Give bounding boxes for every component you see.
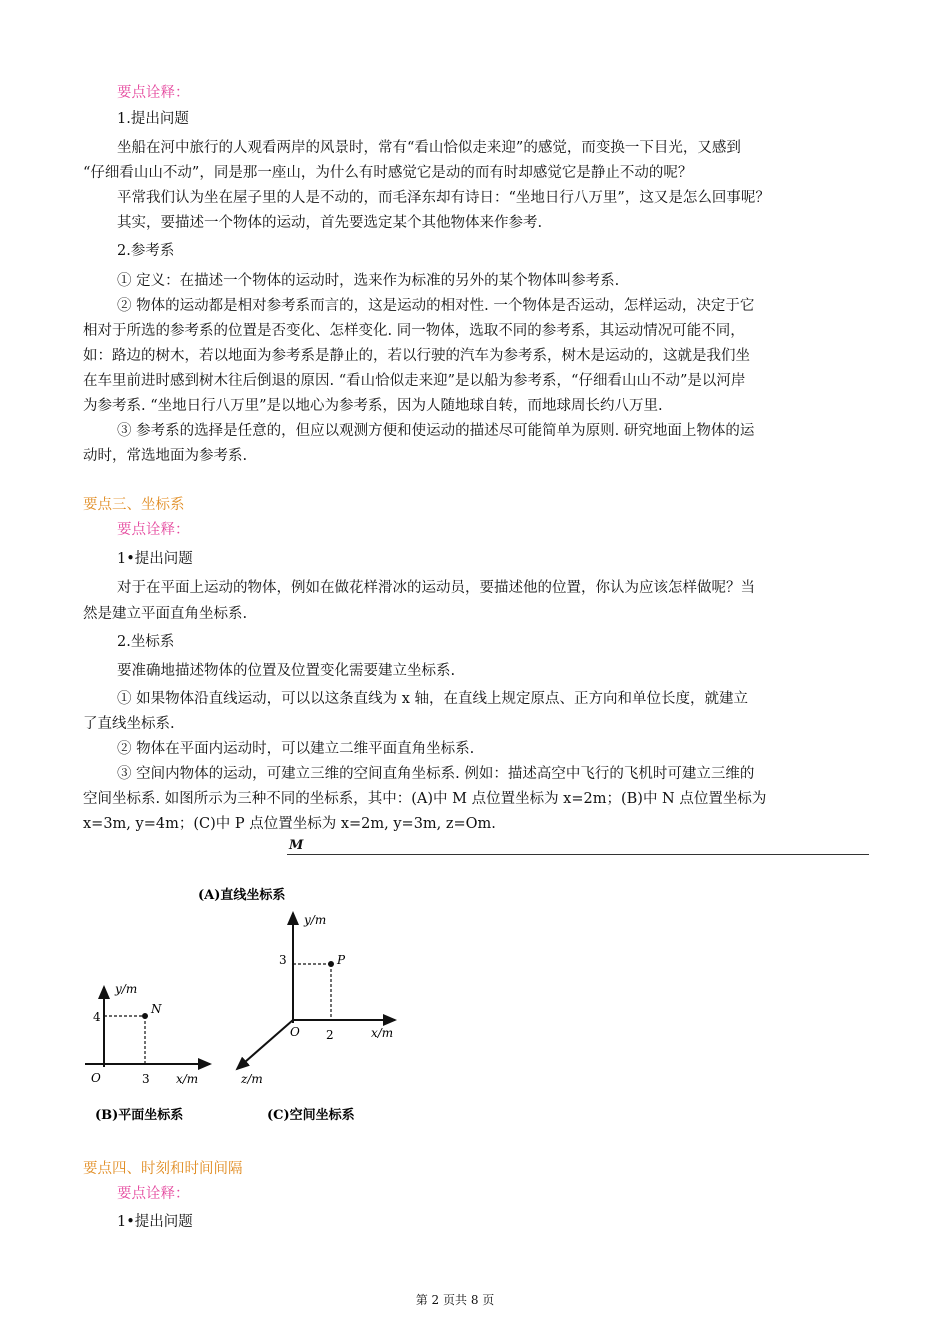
paragraph-line: ① 定义：在描述一个物体的运动时，选来作为标准的另外的某个物体叫参考系. xyxy=(117,273,620,289)
section-note-heading: 要点诠释： xyxy=(117,1186,190,1202)
subheading-raise-question: 1.提出问题 xyxy=(117,111,189,127)
c-origin: O xyxy=(290,1025,300,1039)
b-point-n xyxy=(142,1013,148,1019)
page-number: 第 2 页共 8 页 xyxy=(415,1293,495,1307)
plane-coordinate-system xyxy=(85,982,210,1123)
paragraph-line: 相对于所选的参考系的位置是否变化、怎样变化. 同一物体，选取不同的参考系，其运动情况可能不同， xyxy=(83,323,745,339)
coordinate-figure xyxy=(75,875,435,1135)
subheading-coordinate-system: 2.坐标系 xyxy=(117,634,175,650)
c-z-axis xyxy=(237,1020,293,1069)
caption-a: (A)直线坐标系 xyxy=(198,888,286,903)
c-x-label: x/m xyxy=(371,1026,394,1040)
c-z-label: z/m xyxy=(241,1072,263,1086)
paragraph-line: ② 物体在平面内运动时，可以建立二维平面直角坐标系. xyxy=(117,741,475,757)
paragraph-line: 空间坐标系. 如图所示为三种不同的坐标系，其中：(A)中 M 点位置坐标为 x=2m；(B)中 N 点位置坐标为 xyxy=(83,791,767,807)
paragraph-line: x=3m, y=4m；(C)中 P 点位置坐标为 x=2m, y=3m, z=Om. xyxy=(83,816,496,832)
paragraph-line: 动时，常选地面为参考系. xyxy=(83,448,248,464)
c-tick-y: 3 xyxy=(279,953,287,967)
c-point-label: P xyxy=(337,953,346,967)
subheading-reference-frame: 2.参考系 xyxy=(117,243,175,259)
c-tick-x: 2 xyxy=(326,1028,334,1042)
subheading-raise-question: 1•提出问题 xyxy=(117,1214,193,1230)
caption-c: (C)空间坐标系 xyxy=(267,1108,355,1123)
b-point-label: N xyxy=(151,1002,162,1016)
section-title-coordinate-system: 要点三、坐标系 xyxy=(83,497,185,513)
paragraph-line: ① 如果物体沿直线运动，可以以这条直线为 x 轴，在直线上规定原点、正方向和单位长度，就建立 xyxy=(117,691,749,707)
subheading-raise-question: 1•提出问题 xyxy=(117,551,193,567)
b-y-label: y/m xyxy=(115,982,138,996)
b-tick-y: 4 xyxy=(93,1010,101,1024)
paragraph-line: 然是建立平面直角坐标系. xyxy=(83,606,248,622)
paragraph-line: 要准确地描述物体的位置及位置变化需要建立坐标系. xyxy=(117,663,456,679)
section-note-heading: 要点诠释： xyxy=(117,85,190,101)
paragraph-line: 在车里前进时感到树木往后倒退的原因. “看山恰似走来迎”是以船为参考系，“仔细看山山不动”是以河岸 xyxy=(83,373,746,389)
paragraph-line: ② 物体的运动都是相对参考系而言的，这是运动的相对性. 一个物体是否运动，怎样运动，决定于它 xyxy=(117,298,755,314)
paragraph-line: “仔细看山山不动”，同是那一座山，为什么有时感觉它是动的而有时却感觉它是静止不动的呢？ xyxy=(83,165,693,181)
b-origin: O xyxy=(91,1071,101,1085)
paragraph-line: 了直线坐标系. xyxy=(83,716,175,732)
paragraph-line: 其实，要描述一个物体的运动，首先要选定某个其他物体来作参考. xyxy=(117,215,543,231)
paragraph-line: ③ 空间内物体的运动，可建立三维的空间直角坐标系. 例如：描述高空中飞行的飞机时可建立三维的 xyxy=(117,766,755,782)
b-tick-x: 3 xyxy=(142,1072,150,1086)
paragraph-line: 为参考系. “坐地日行八万里”是以地心为参考系，因为人随地球自转，而地球周长约八万里. xyxy=(83,398,663,414)
paragraph-line: 坐船在河中旅行的人观看两岸的风景时，常有“看山恰似走来迎”的感觉，而变换一下目光，又感到 xyxy=(117,140,741,156)
figure-m-label: M xyxy=(289,838,304,853)
b-x-label: x/m xyxy=(176,1072,199,1086)
c-y-label: y/m xyxy=(304,913,327,927)
section-title-time: 要点四、时刻和时间间隔 xyxy=(83,1161,243,1177)
figure-line-a xyxy=(287,854,869,855)
paragraph-line: ③ 参考系的选择是任意的，但应以观测方便和使运动的描述尽可能简单为原则. 研究地面上物体的运 xyxy=(117,423,755,439)
space-coordinate-system xyxy=(237,913,395,1123)
paragraph-line: 如：路边的树木，若以地面为参考系是静止的，若以行驶的汽车为参考系，树木是运动的，这就是我们坐 xyxy=(83,348,750,364)
c-point-p xyxy=(328,961,334,967)
paragraph-line: 对于在平面上运动的物体，例如在做花样滑冰的运动员，要描述他的位置，你认为应该怎样做呢？当 xyxy=(117,580,755,596)
caption-b: (B)平面坐标系 xyxy=(95,1108,184,1123)
section-note-heading: 要点诠释： xyxy=(117,522,190,538)
paragraph-line: 平常我们认为坐在屋子里的人是不动的，而毛泽东却有诗日：“坐地日行八万里”，这又是怎么回事呢？ xyxy=(117,190,770,206)
